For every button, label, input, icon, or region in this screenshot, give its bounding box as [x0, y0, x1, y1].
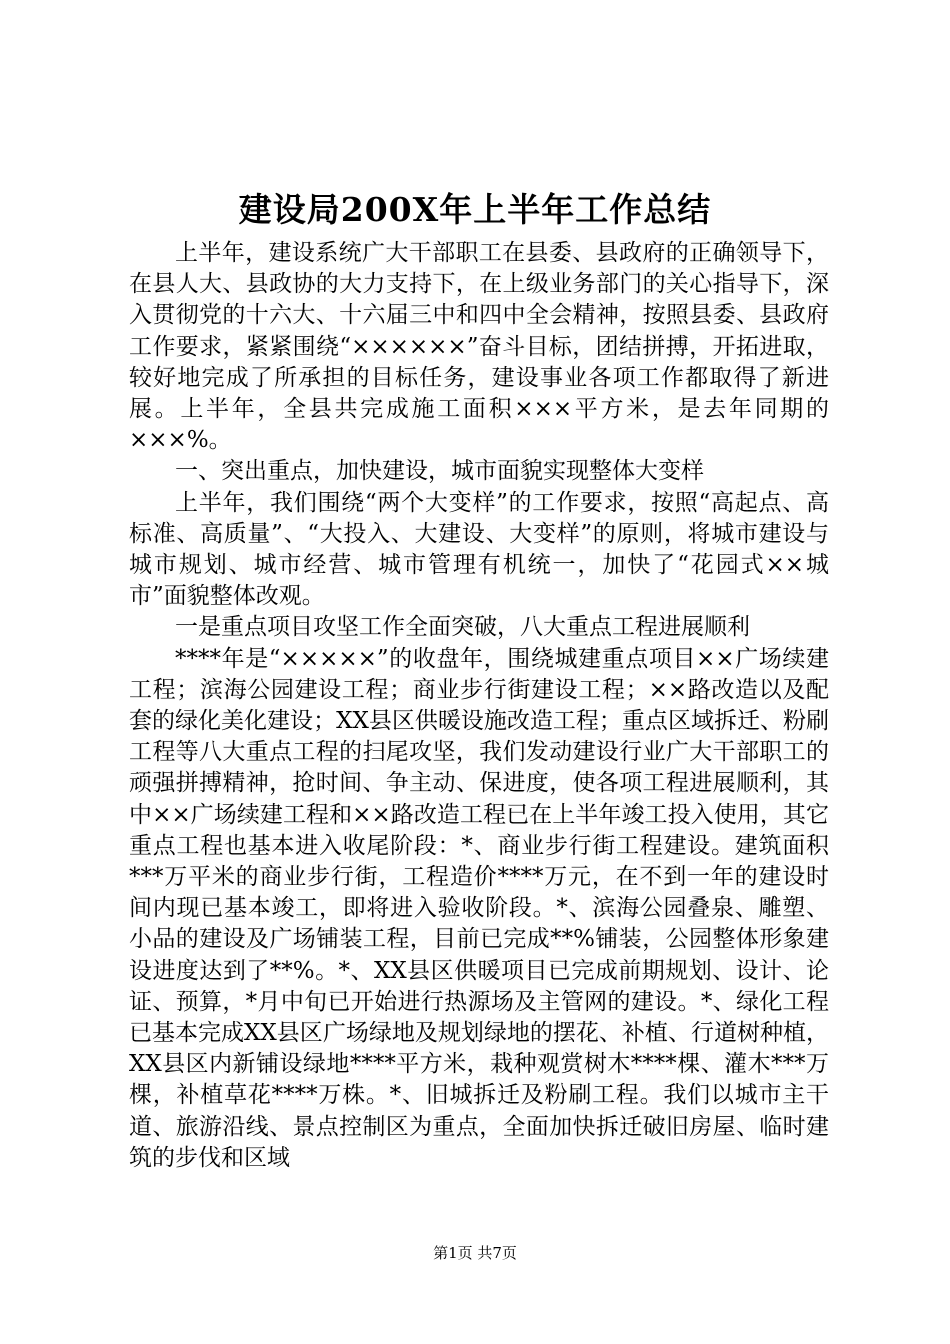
paragraph-intro: 上半年，建设系统广大干部职工在县委、县政府的正确领导下，在县人大、县政协的大力支持下，在上级业务部门的关心指导下，深入贯彻党的十六大、十六届三中和四中全会精神，按照县委、县政府工作要求，紧紧围绕“××××××”奋斗目标，团结拼搏，开拓进取，较好地完成了所承担的目标任务，建设事业各项工作都取得了新进展。上半年，全县共完成施工面积×××平方米，是去年同期的×××%。 [129, 240, 829, 454]
paragraph-key-projects: ****年是“×××××”的收盘年，围绕城建重点项目××广场续建工程；滨海公园建设工程；商业步行街建设工程；××路改造以及配套的绿化美化建设；XX县区供暖设施改造工程；重点区域拆迁、粉刷工程等八大重点工程的扫尾攻坚，我们发动建设行业广大干部职工的顽强拼搏精神，抢时间、争主动、保进度，使各项工程进展顺利，其中××广场续建工程和××路改造工程已在上半年竣工投入使用，其它重点工程也基本进入收尾阶段：*、商业步行街工程建设。建筑面积***万平米的商业步行街，工程造价****万元，在不到一年的建设时间内现已基本竣工，即将进入验收阶段。*、滨海公园叠泉、雕塑、小品的建设及广场铺装工程，目前已完成**%铺装，公园整体形象建设进度达到了**%。*、XX县区供暖项目已完成前期规划、设计、论证、预算，*月中旬已开始进行热源场及主管网的建设。*、绿化工程已基本完成XX县区广场绿地及规划绿地的摆花、补植、行道树种植，XX县区内新铺设绿地****平方米，栽种观赏树木****棵、灌木***万棵，补植草花****万株。*、旧城拆迁及粉刷工程。我们以城市主干道、旅游沿线、景点控制区为重点，全面加快拆迁破旧房屋、临时建筑的步伐和区域 [129, 645, 829, 1171]
document-title: 建设局200X年上半年工作总结 [238, 190, 712, 229]
paragraph-section-1: 上半年，我们围绕“两个大变样”的工作要求，按照“高起点、高标准、高质量”、“大投入、大建设、大变样”的原则，将城市建设与城市规划、城市经营、城市管理有机统一，加快了“花园式××城市”面貌整体改观。 [129, 489, 829, 610]
subsection-heading-1: 一是重点项目攻坚工作全面突破，八大重点工程进展顺利 [175, 614, 750, 641]
page-footer: 第1页 共7页 [433, 1244, 517, 1262]
document-body [129, 238, 829, 1174]
section-heading-1: 一、突出重点，加快建设，城市面貌实现整体大变样 [175, 458, 704, 485]
